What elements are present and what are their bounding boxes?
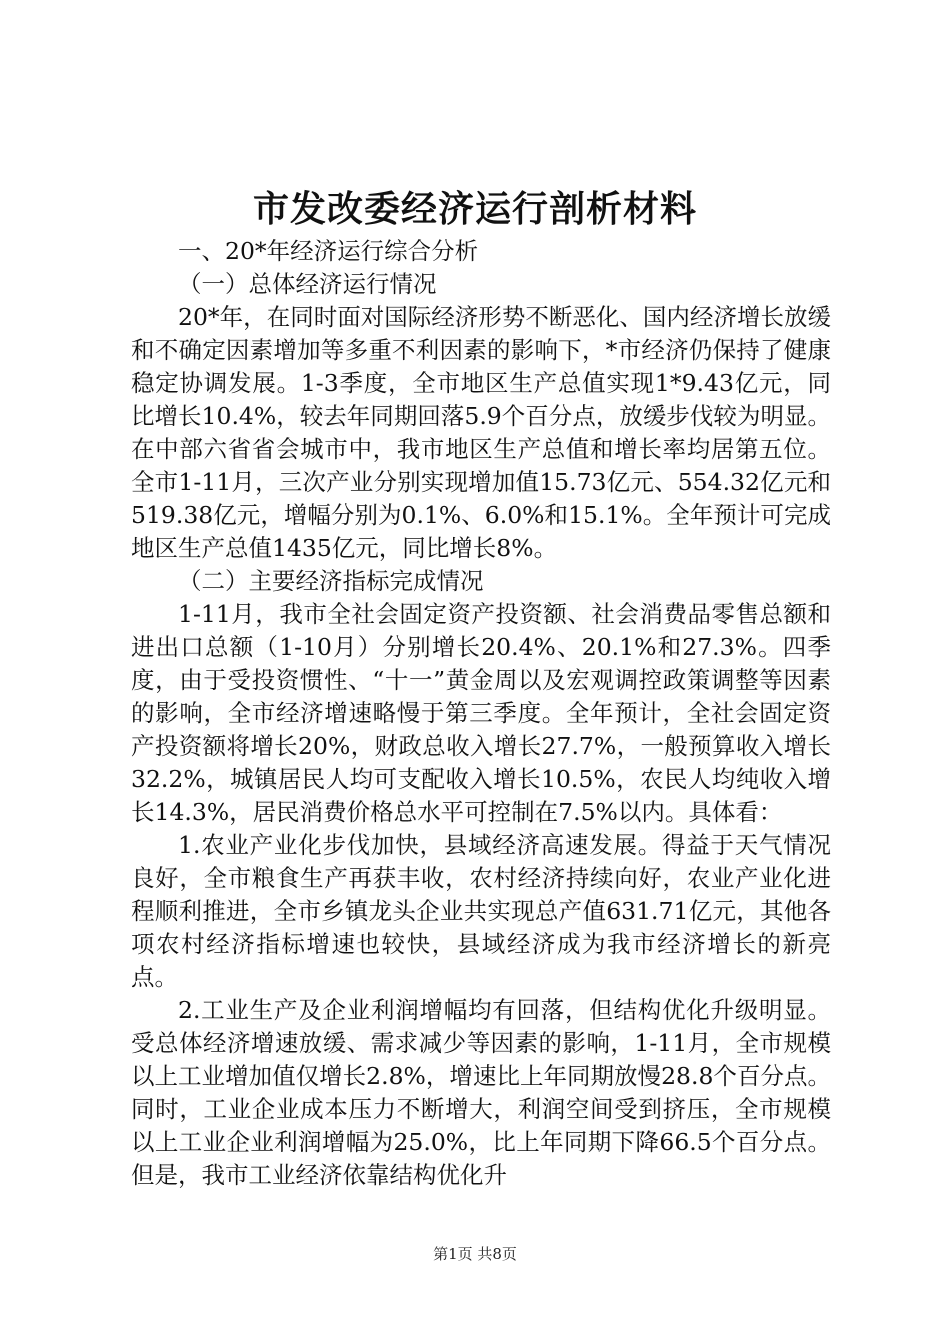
body-paragraph: 2.工业生产及企业利润增幅均有回落，但结构优化升级明显。受总体经济增速放缓、需求减少等因素的影响，1-11月，全市规模以上工业增加值仅增长2.8%，增速比上年同期放慢28.8个百分点。同时，工业企业成本压力不断增大，利润空间受到挤压，全市规模以上工业企业利润增幅为25.0%，比上年同期下降66.5个百分点。但是，我市工业经济依靠结构优化升 (131, 996, 831, 1189)
subsection-heading: （二）主要经济指标完成情况 (178, 567, 484, 595)
document-title: 市发改委经济运行剖析材料 (252, 188, 697, 230)
body-paragraph: 1-11月，我市全社会固定资产投资额、社会消费品零售总额和进出口总额（1-10月）分别增长20.4%、20.1%和27.3%。四季度，由于受投资惯性、“十一”黄金周以及宏观调控政策调整等因素的影响，全市经济增速略慢于第三季度。全年预计，全社会固定资产投资额将增长20%，财政总收入增长27.7%，一般预算收入增长32.2%，城镇居民人均可支配收入增长10.5%，农民人均纯收入增长14.3%，居民消费价格总水平可控制在7.5%以内。具体看： (131, 600, 831, 826)
section-heading: 一、20*年经济运行综合分析 (178, 237, 479, 265)
page-number: 第1页 共8页 (433, 1245, 517, 1263)
subsection-heading: （一）总体经济运行情况 (178, 270, 437, 298)
body-paragraph: 1.农业产业化步伐加快，县域经济高速发展。得益于天气情况良好，全市粮食生产再获丰收，农村经济持续向好，农业产业化进程顺利推进，全市乡镇龙头企业共实现总产值631.71亿元，其他各项农村经济指标增速也较快，县域经济成为我市经济增长的新亮点。 (131, 831, 831, 991)
body-paragraph: 20*年，在同时面对国际经济形势不断恶化、国内经济增长放缓和不确定因素增加等多重不利因素的影响下，*市经济仍保持了健康稳定协调发展。1-3季度，全市地区生产总值实现1*9.43亿元，同比增长10.4%，较去年同期回落5.9个百分点，放缓步伐较为明显。在中部六省省会城市中，我市地区生产总值和增长率均居第五位。全市1-11月，三次产业分别实现增加值15.73亿元、554.32亿元和519.38亿元，增幅分别为0.1%、6.0%和15.1%。全年预计可完成地区生产总值1435亿元，同比增长8%。 (131, 303, 831, 562)
document-body (131, 235, 831, 1192)
